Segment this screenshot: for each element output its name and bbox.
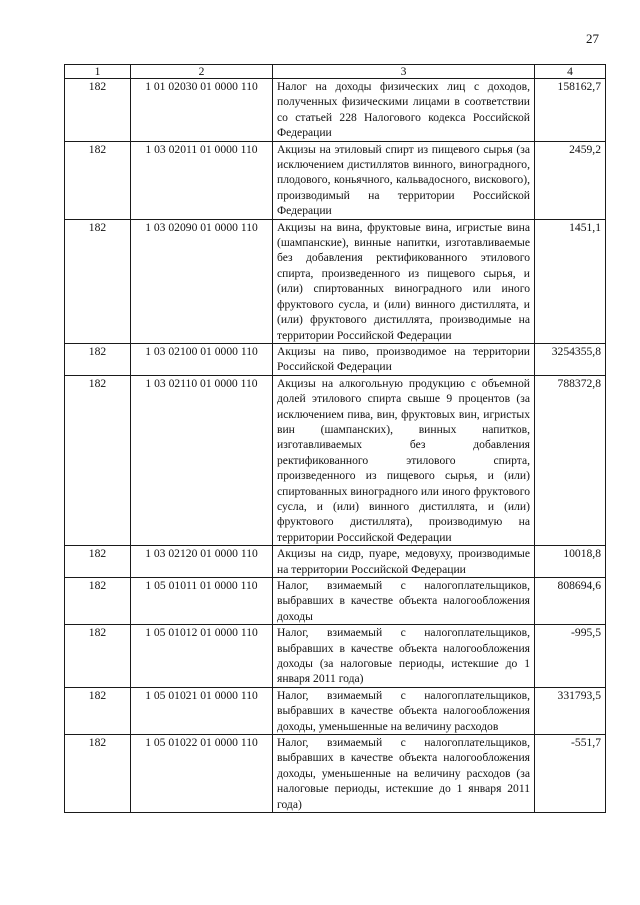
- revenue-name-cell: Налог, взимаемый с налогоплательщиков, выбравших в качестве объекта налогообложения доходы, уменьшенные на величину расходов (за налоговые периоды, истекшие до 1 января 2011 года): [273, 735, 535, 813]
- revenue-name-cell: Налог, взимаемый с налогоплательщиков, выбравших в качестве объекта налогообложения доходы: [273, 578, 535, 625]
- amount-cell: 10018,8: [535, 546, 606, 578]
- table-row: [65, 735, 606, 813]
- admin-code-cell: 182: [65, 141, 131, 219]
- admin-code-cell: 182: [65, 735, 131, 813]
- table-row: [65, 79, 606, 142]
- revenue-name-cell: Акцизы на алкогольную продукцию с объемной долей этилового спирта свыше 9 процентов (за исключением пива, вин, фруктовых вин, игристых вин (шампанских), винных напитков, изготавливаемых без добавления ректификованного этилового спирта, произведенного из пищевого сырья, и (или) спиртованных виноградного или иного фруктового сусла, и (или) винного дистиллята, и (или) фруктового дистиллята), производимую на территории Российской Федерации: [273, 375, 535, 545]
- budget-code-cell: 1 03 02100 01 0000 110: [131, 343, 273, 375]
- amount-cell: 331793,5: [535, 687, 606, 734]
- admin-code-cell: 182: [65, 625, 131, 688]
- revenue-name-cell: Акцизы на этиловый спирт из пищевого сырья (за исключением дистиллятов винного, виноградного, плодового, коньячного, кальвадосного, вискового), производимый на территории Российской Федерации: [273, 141, 535, 219]
- admin-code-cell: 182: [65, 578, 131, 625]
- budget-code-cell: 1 05 01011 01 0000 110: [131, 578, 273, 625]
- table-row: [65, 578, 606, 625]
- amount-cell: 158162,7: [535, 79, 606, 142]
- amount-cell: 2459,2: [535, 141, 606, 219]
- amount-cell: 3254355,8: [535, 343, 606, 375]
- revenue-name-cell: Налог, взимаемый с налогоплательщиков, выбравших в качестве объекта налогообложения доходы, уменьшенные на величину расходов: [273, 687, 535, 734]
- table-row: [65, 625, 606, 688]
- budget-code-cell: 1 03 02120 01 0000 110: [131, 546, 273, 578]
- budget-code-cell: 1 05 01012 01 0000 110: [131, 625, 273, 688]
- header-cell-amount: 4: [535, 65, 606, 79]
- admin-code-cell: 182: [65, 343, 131, 375]
- amount-cell: -551,7: [535, 735, 606, 813]
- revenue-name-cell: Акцизы на вина, фруктовые вина, игристые вина (шампанские), винные напитки, изготавливаемые без добавления ректификованного этилового спирта, произведенного из пищевого сырья, и (или) спиртованных виноградного или иного фруктового сусла, и (или) винного дистиллята, и (или) фруктового дистиллята, производимые на территории Российской Федерации: [273, 219, 535, 343]
- budget-code-cell: 1 03 02090 01 0000 110: [131, 219, 273, 343]
- revenue-table: [64, 64, 606, 813]
- revenue-name-cell: Акцизы на сидр, пуаре, медовуху, производимые на территории Российской Федерации: [273, 546, 535, 578]
- table-row: [65, 141, 606, 219]
- header-cell-code: 2: [131, 65, 273, 79]
- table-row: [65, 219, 606, 343]
- budget-code-cell: 1 03 02110 01 0000 110: [131, 375, 273, 545]
- budget-code-cell: 1 05 01022 01 0000 110: [131, 735, 273, 813]
- amount-cell: -995,5: [535, 625, 606, 688]
- budget-code-cell: 1 05 01021 01 0000 110: [131, 687, 273, 734]
- revenue-name-cell: Акцизы на пиво, производимое на территории Российской Федерации: [273, 343, 535, 375]
- table-row: [65, 687, 606, 734]
- amount-cell: 808694,6: [535, 578, 606, 625]
- table-row: [65, 546, 606, 578]
- header-cell-admin: 1: [65, 65, 131, 79]
- page-number: 27: [586, 31, 599, 46]
- admin-code-cell: 182: [65, 375, 131, 545]
- admin-code-cell: 182: [65, 687, 131, 734]
- budget-code-cell: 1 01 02030 01 0000 110: [131, 79, 273, 142]
- revenue-name-cell: Налог, взимаемый с налогоплательщиков, выбравших в качестве объекта налогообложения доходы (за налоговые периоды, истекшие до 1 января 2011 года): [273, 625, 535, 688]
- table-row: [65, 343, 606, 375]
- amount-cell: 1451,1: [535, 219, 606, 343]
- amount-cell: 788372,8: [535, 375, 606, 545]
- table-row: [65, 375, 606, 545]
- table-header-row: [65, 65, 606, 79]
- revenue-name-cell: Налог на доходы физических лиц с доходов, полученных физическими лицами в соответствии со статьей 228 Налогового кодекса Российской Федерации: [273, 79, 535, 142]
- budget-code-cell: 1 03 02011 01 0000 110: [131, 141, 273, 219]
- header-cell-name: 3: [273, 65, 535, 79]
- admin-code-cell: 182: [65, 79, 131, 142]
- admin-code-cell: 182: [65, 546, 131, 578]
- admin-code-cell: 182: [65, 219, 131, 343]
